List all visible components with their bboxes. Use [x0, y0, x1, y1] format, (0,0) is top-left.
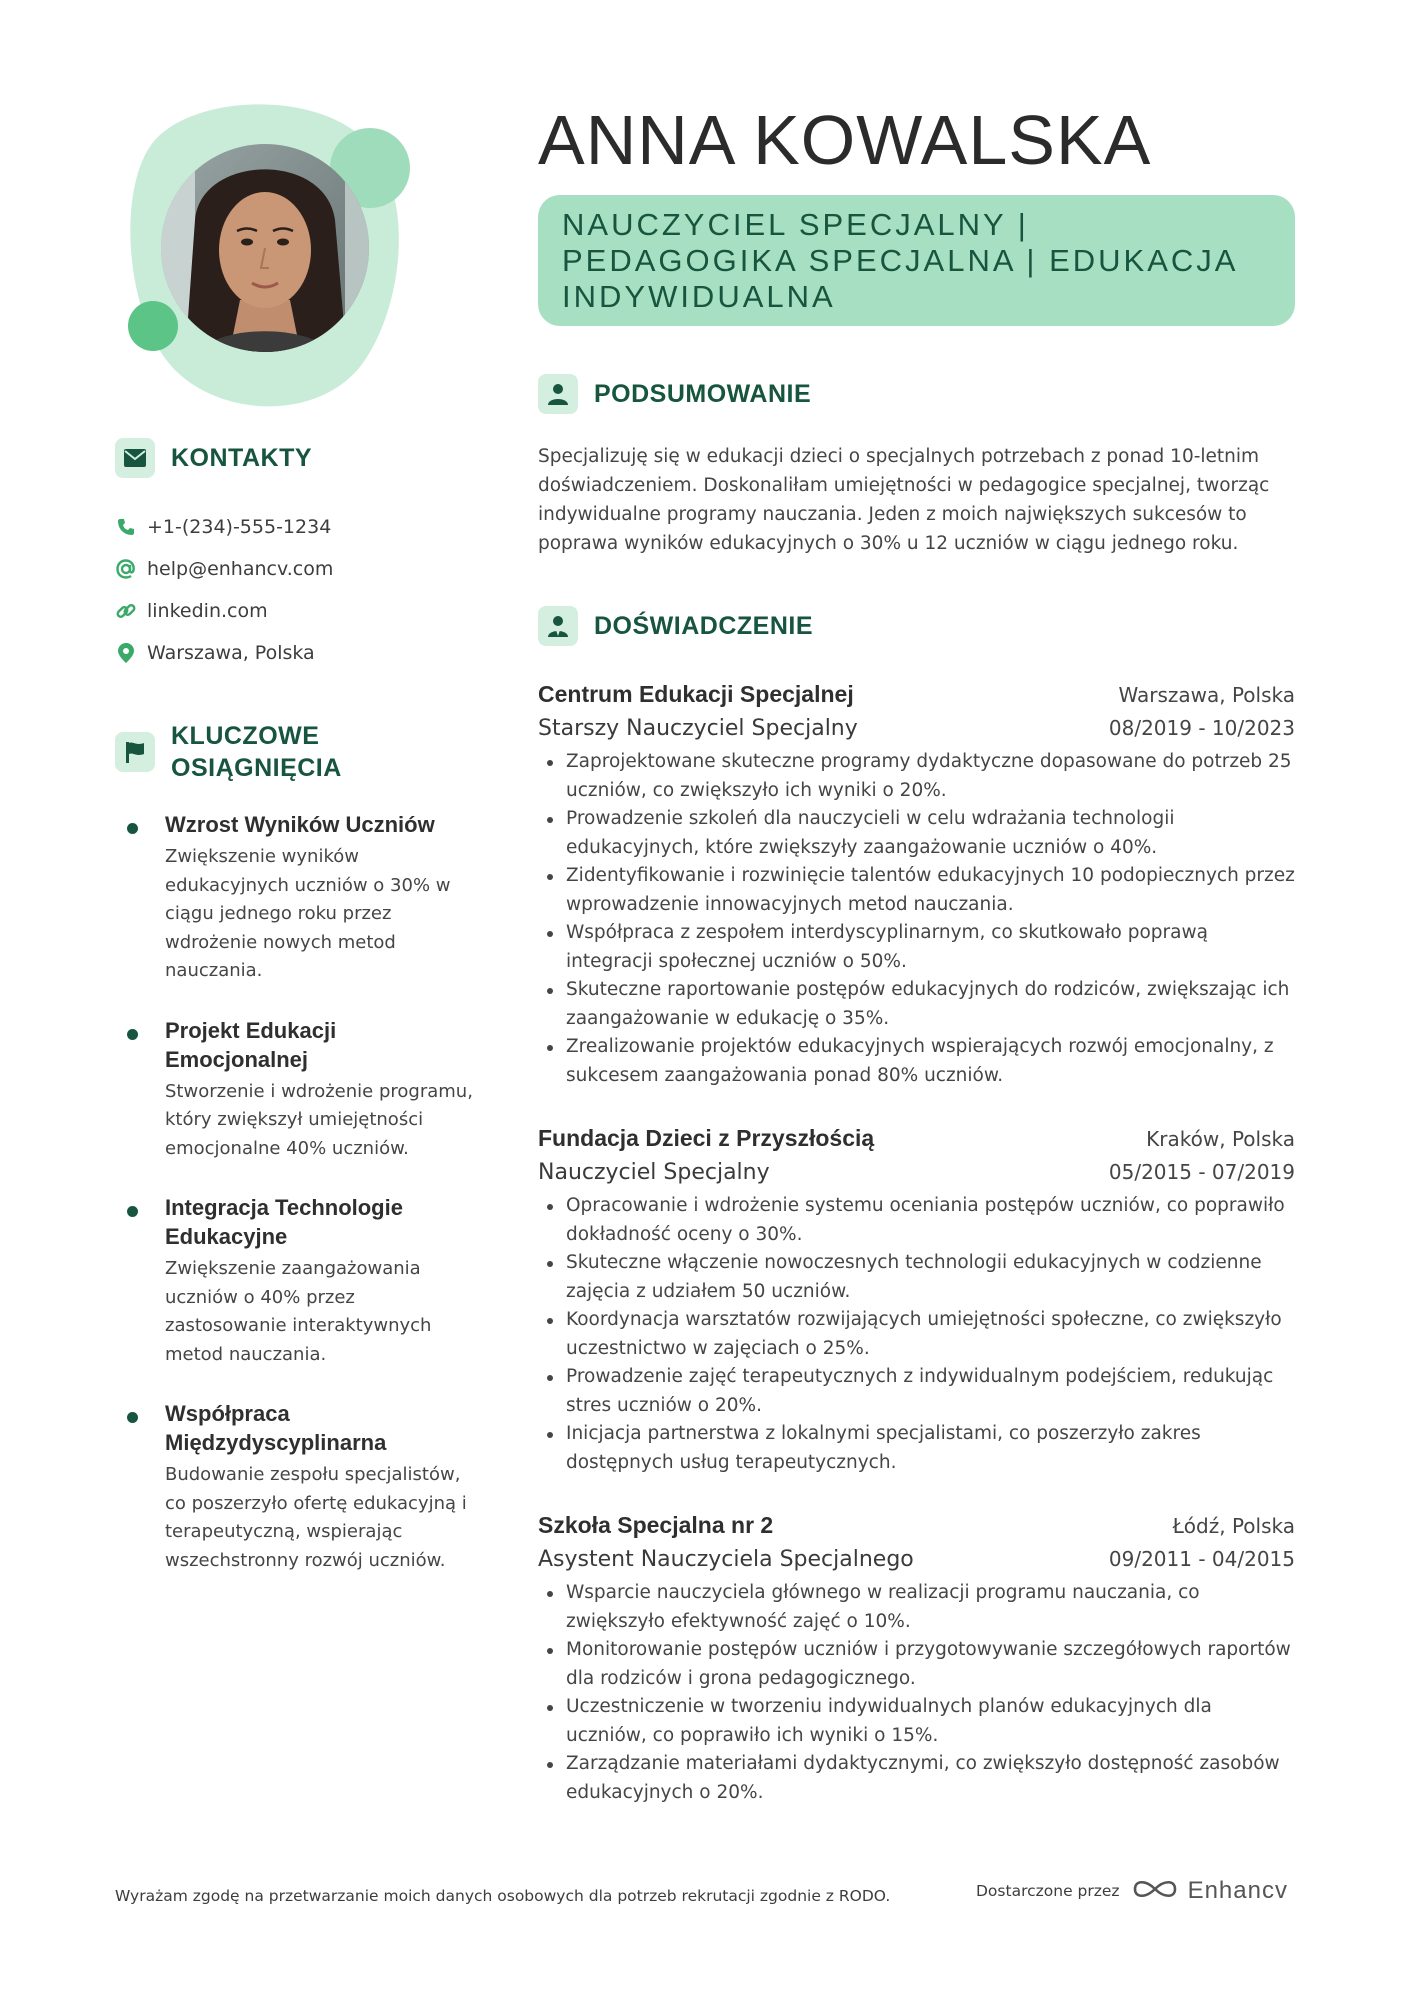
achievements-title [171, 720, 342, 784]
job-role: Starszy Nauczyciel Specjalny [538, 716, 858, 741]
job-bullet: Zidentyfikowanie i rozwinięcie talentów edukacyjnych 10 podopiecznych przez wprowadzenie innowacyjnych metod nauczania. [538, 862, 1295, 919]
phone-icon [115, 516, 137, 538]
bullet-dot [127, 823, 138, 834]
user-tie-icon [538, 606, 578, 646]
achievement-desc: Zwiększenie wyników edukacyjnych uczniów o 30% w ciągu jednego roku przez wdrożenie nowych metod nauczania. [165, 846, 451, 981]
job-bullet: Zarządzanie materiałami dydaktycznymi, co zwiększyło dostępność zasobów edukacyjnych o 20%. [538, 1750, 1295, 1807]
envelope-icon [115, 438, 155, 478]
job-dates: 09/2011 - 04/2015 [1108, 1547, 1295, 1571]
summary-text: Specjalizuję się w edukacji dzieci o specjalnych potrzebach z ponad 10-letnim doświadczeniem. Doskonaliłam umiejętności w pedagogice specjalnej, tworząc indywidualne programy nauczania. Jeden z moich największych sukcesów to poprawa wyników edukacyjnych o 30% u 12 uczniów w ciągu jednego roku. [538, 446, 1270, 554]
achievements-list [115, 810, 475, 1575]
job-bullet: Uczestniczenie w tworzeniu indywidualnych planów edukacyjnych dla uczniów, co poprawiło ich wyniki o 15%. [538, 1693, 1295, 1750]
enhancv-logo-icon [1132, 1876, 1178, 1906]
job-bullet: Inicjacja partnerstwa z lokalnymi specjalistami, co poszerzyło zakres dostępnych usług terapeutycznych. [538, 1420, 1295, 1477]
job-bullets [538, 1192, 1295, 1477]
achievement-item [115, 1399, 475, 1575]
job-header-row [538, 1122, 1295, 1155]
achievements-title-line1: KLUCZOWE [171, 722, 320, 750]
achievement-item [115, 810, 475, 986]
job-company: Fundacja Dzieci z Przyszłością [538, 1125, 875, 1151]
job-header-row [538, 678, 1295, 711]
job-role-row [538, 1542, 1295, 1577]
job-entry [538, 678, 1295, 1090]
job-bullet: Skuteczne raportowanie postępów edukacyjnych do rodziców, zwiększając ich zaangażowanie w edukację o 35%. [538, 976, 1295, 1033]
job-bullets [538, 748, 1295, 1090]
headline-banner: NAUCZYCIEL SPECJALNY | PEDAGOGIKA SPECJALNA | EDUKACJA INDYWIDUALNA [538, 195, 1295, 326]
job-bullet: Wsparcie nauczyciela głównego w realizacji programu nauczania, co zwiększyło efektywność zajęć o 10%. [538, 1579, 1295, 1636]
experience-title: DOŚWIADCZENIE [594, 612, 813, 640]
achievement-title: Wzrost Wyników Uczniów [165, 812, 435, 837]
job-bullet: Współpraca z zespołem interdyscyplinarnym, co skutkowało poprawą integracji społecznej uczniów o 50%. [538, 919, 1295, 976]
location-pin-icon [115, 642, 137, 664]
achievements-section [115, 720, 475, 1605]
job-bullet: Prowadzenie zajęć terapeutycznych z indywidualnym podejściem, redukując stres uczniów o 20%. [538, 1363, 1295, 1420]
achievement-title: Projekt Edukacji Emocjonalnej [165, 1017, 337, 1072]
experience-section [538, 606, 1295, 1807]
job-role: Nauczyciel Specjalny [538, 1160, 770, 1185]
job-entry [538, 1509, 1295, 1807]
decor-blob-dark [128, 301, 178, 351]
job-role: Asystent Nauczyciela Specjalnego [538, 1547, 914, 1572]
bullet-dot [127, 1206, 138, 1217]
achievements-header [115, 720, 475, 784]
job-dates: 08/2019 - 10/2023 [1108, 716, 1295, 740]
portrait-photo [115, 100, 425, 410]
bullet-dot [127, 1412, 138, 1423]
job-header-row [538, 1509, 1295, 1542]
footer-branding[interactable] [976, 1876, 1288, 1906]
job-bullets [538, 1579, 1295, 1807]
user-icon [538, 374, 578, 414]
achievement-title: Integracja Technologie Edukacyjne [165, 1195, 403, 1249]
job-entry [538, 1122, 1295, 1477]
job-location: Kraków, Polska [1146, 1127, 1295, 1151]
job-bullet: Skuteczne włączenie nowoczesnych technologii edukacyjnych w codzienne zajęcia z udziałem 50 uczniów. [538, 1249, 1295, 1306]
achievement-desc: Budowanie zespołu specjalistów, co poszerzyło ofertę edukacyjną i terapeutyczną, wspierając wszechstronny rozwój uczniów. [165, 1464, 467, 1571]
summary-section [538, 374, 1295, 558]
contact-linkedin[interactable] [115, 590, 475, 632]
summary-header [538, 374, 1295, 414]
contact-location [115, 632, 475, 674]
contact-list [115, 506, 475, 674]
job-company: Szkoła Specjalna nr 2 [538, 1512, 774, 1538]
experience-header [538, 606, 1295, 646]
job-bullet: Zaprojektowane skuteczne programy dydaktyczne dopasowane do potrzeb 25 uczniów, co zwiększyło ich wyniki o 20%. [538, 748, 1295, 805]
job-dates: 05/2015 - 07/2019 [1108, 1160, 1295, 1184]
achievement-title: Współpraca Międzydyscyplinarna [165, 1401, 387, 1455]
flag-icon [115, 732, 155, 772]
job-bullet: Opracowanie i wdrożenie systemu oceniania postępów uczniów, co poprawiło dokładność oceny o 30%. [538, 1192, 1295, 1249]
job-location: Łódź, Polska [1172, 1514, 1295, 1538]
contact-location-text: Warszawa, Polska [147, 642, 315, 664]
contact-phone[interactable] [115, 506, 475, 548]
footer-consent: Wyrażam zgodę na przetwarzanie moich danych osobowych dla potrzeb rekrutacji zgodnie z RODO. [115, 1887, 891, 1905]
candidate-name: ANNA KOWALSKA [538, 101, 1152, 179]
job-bullet: Koordynacja warsztatów rozwijających umiejętności społeczne, co zwiększyło uczestnictwo w zajęciach o 25%. [538, 1306, 1295, 1363]
summary-title: PODSUMOWANIE [594, 380, 812, 408]
job-location: Warszawa, Polska [1118, 683, 1295, 707]
contact-phone-text: +1-(234)-555-1234 [147, 516, 332, 538]
profile-photo [115, 100, 425, 410]
job-bullet: Prowadzenie szkoleń dla nauczycieli w celu wdrażania technologii edukacyjnych, które zwiększyły zaangażowanie uczniów o 40%. [538, 805, 1295, 862]
contact-linkedin-text: linkedin.com [147, 600, 268, 622]
at-icon [115, 558, 137, 580]
achievement-desc: Stworzenie i wdrożenie programu, który zwiększył umiejętności emocjonalne 40% uczniów. [165, 1080, 473, 1159]
powered-by-text: Dostarczone przez [976, 1882, 1120, 1900]
brand-name: Enhancv [1187, 1877, 1288, 1904]
job-role-row [538, 1155, 1295, 1190]
bullet-dot [127, 1029, 138, 1040]
right-column [538, 95, 1295, 1807]
contacts-section [115, 438, 475, 674]
contacts-title: KONTAKTY [171, 444, 313, 472]
contact-email-text: help@enhancv.com [147, 558, 334, 580]
achievement-item [115, 1016, 475, 1164]
job-bullet: Monitorowanie postępów uczniów i przygotowywanie szczegółowych raportów dla rodziców i grona pedagogicznego. [538, 1636, 1295, 1693]
achievement-item [115, 1193, 475, 1369]
link-icon [115, 600, 137, 622]
job-bullet: Zrealizowanie projektów edukacyjnych wspierających rozwój emocjonalny, z sukcesem zaangażowania ponad 80% uczniów. [538, 1033, 1295, 1090]
achievements-title-line2: OSIĄGNIĘCIA [171, 754, 342, 782]
job-company: Centrum Edukacji Specjalnej [538, 681, 854, 707]
achievement-desc: Zwiększenie zaangażowania uczniów o 40% przez zastosowanie interaktywnych metod nauczania. [165, 1258, 432, 1365]
job-role-row [538, 711, 1295, 746]
contacts-header [115, 438, 475, 478]
contact-email[interactable] [115, 548, 475, 590]
